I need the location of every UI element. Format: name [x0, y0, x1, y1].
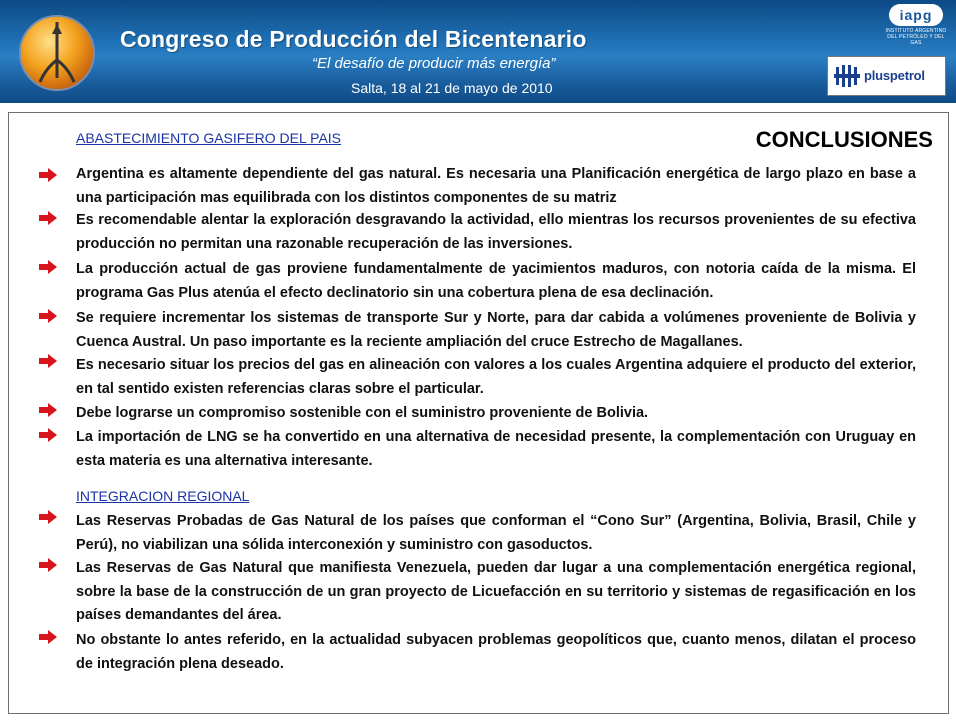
pluspetrol-logo	[827, 56, 946, 96]
arrow-bullet-icon	[39, 309, 57, 323]
arrow-bullet-icon	[39, 510, 57, 524]
arrow-bullet-icon	[39, 558, 57, 572]
bullet-text: La producción actual de gas proviene fundamentalmente de yacimientos maduros, con notoria caída de la misma. El programa Gas Plus atenúa el efecto declinatorio sin una cobertura plena de esa declinación.	[76, 261, 916, 301]
bullet-text: Las Reservas Probadas de Gas Natural de los países que conforman el “Cono Sur” (Argentina, Bolivia, Brasil, Chile y Perú), no viabilizan una sólida interconexión y suministro con gasoductos.	[76, 513, 916, 553]
bullet-text: Las Reservas de Gas Natural que manifiesta Venezuela, pueden dar lugar a una complementación energética regional, sobre la base de la construcción de un gran proyecto de Licuefacción en su territorio y sistemas de regasificación en los países demandantes del área.	[76, 560, 916, 623]
header-banner	[0, 0, 956, 103]
iapg-logo	[884, 4, 948, 52]
arrow-bullet-icon	[39, 260, 57, 274]
slide-title: CONCLUSIONES	[755, 127, 933, 152]
bullet-text: Argentina es altamente dependiente del gas natural. Es necesaria una Planificación energética de largo plazo en base a una participación mas equilibrada con los distintos componentes de su matriz	[76, 166, 916, 206]
bullet-text: Se requiere incrementar los sistemas de transporte Sur y Norte, para dar cabida a volúmenes proveniente de Bolivia y Cuenca Austral. Un paso importante es la reciente ampliación del cruce Estrecho de Magallanes.	[76, 310, 916, 350]
congress-title: Congreso de Producción del Bicentenario	[120, 26, 587, 52]
section-title-integracion: INTEGRACION REGIONAL	[76, 488, 250, 504]
arrow-bullet-icon	[39, 630, 57, 644]
bullet-text: Debe lograrse un compromiso sostenible con el suministro proveniente de Bolivia.	[76, 405, 649, 421]
bullet-text: La importación de LNG se ha convertido en una alternativa de necesidad presente, la complementación con Uruguay en esta materia es una alternativa interesante.	[76, 429, 916, 469]
bullet-text: Es necesario situar los precios del gas en alineación con valores a los cuales Argentina adquiere el producto del exterior, en tal sentido existen referencias claras sobre el particular.	[76, 357, 916, 397]
iapg-logo-mark: iapg	[889, 4, 943, 26]
iapg-logo-subtitle: INSTITUTO ARGENTINO DEL PETRÓLEO Y DEL GAS	[885, 28, 947, 46]
congress-date-location: Salta, 18 al 21 de mayo de 2010	[351, 80, 553, 96]
arrow-bullet-icon	[39, 403, 57, 417]
pluspetrol-icon	[834, 63, 860, 89]
congress-logo-icon	[16, 10, 98, 96]
arrow-bullet-icon	[39, 354, 57, 368]
pluspetrol-name: pluspetrol	[864, 68, 925, 83]
arrow-bullet-icon	[39, 168, 57, 182]
section-title-abastecimiento: ABASTECIMIENTO GASIFERO DEL PAIS	[76, 130, 342, 146]
bullet-text: No obstante lo antes referido, en la actualidad subyacen problemas geopolíticos que, cuanto menos, dilatan el proceso de integración plena deseado.	[76, 632, 916, 672]
bullet-text: Es recomendable alentar la exploración desgravando la actividad, ello mientras los recursos provenientes de su efectiva producción no permitan una razonable recuperación de las inversiones.	[76, 212, 916, 252]
arrow-bullet-icon	[39, 428, 57, 442]
congress-slogan: “El desafío de producir más energía”	[312, 55, 556, 72]
arrow-bullet-icon	[39, 211, 57, 225]
